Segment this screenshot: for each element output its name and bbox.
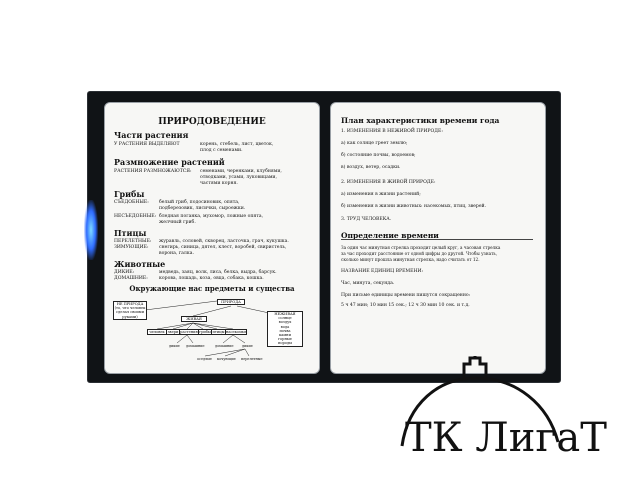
animals-domestic-label: домашние: [215, 344, 234, 348]
row-key: СЪЕДОБНЫЕ:: [114, 200, 149, 205]
section-heading: Части растения: [114, 130, 189, 140]
group-box: [198, 329, 212, 335]
nature-box: [217, 299, 245, 305]
nonliving-item: почва: [279, 328, 291, 333]
time-text: сколько минут прошла минутная стрелка, надо считать от 12.: [341, 257, 480, 262]
right-page-title: План характеристики времени года: [341, 116, 500, 125]
man-made-note: сделал своими: [116, 310, 144, 315]
row-key: ДИКИЕ:: [114, 270, 135, 275]
cover-glow-decoration: [84, 200, 98, 260]
living-box: [181, 316, 207, 322]
row-value: корова, лошадь, коза, овца, собака, кошка.: [159, 276, 264, 281]
row-value: желчный гриб.: [159, 220, 196, 225]
row-key: ЗИМУЮЩИЕ:: [114, 245, 149, 250]
left-page: [104, 102, 320, 374]
group-label: растения: [180, 330, 198, 334]
row-key: ПЕРЕЛЕТНЫЕ:: [114, 239, 152, 244]
time-text: За один час минутная стрелка проходит целый круг, а часовая стрелка: [341, 245, 501, 250]
animals-sub-label: перелетные: [241, 357, 263, 361]
group-box: [179, 329, 199, 335]
nature-label: ПРИРОДА: [221, 300, 241, 304]
group-box: [147, 329, 167, 335]
nonliving-item: горные: [278, 337, 292, 342]
abbr-title: При письме единицы времени пишутся сокращенно:: [341, 293, 471, 298]
units-title: НАЗВАНИЕ ЕДИНИЦ ВРЕМЕНИ:: [341, 269, 424, 274]
group-label: человек: [149, 330, 165, 334]
nonliving-item: камни: [279, 333, 291, 338]
row-value: журавль, соловей, скворец, ласточка, грач, кукушка.: [159, 239, 289, 244]
plan-item: а) изменения в жизни растений;: [341, 192, 421, 197]
plan-item: б) состояние почвы, водоемов;: [341, 153, 416, 158]
animals-wild-label: дикие: [242, 344, 253, 348]
plan-item: 3. ТРУД ЧЕЛОВЕКА.: [341, 217, 392, 222]
time-title: Определение времени: [341, 231, 439, 240]
plan-item: в) воздух, ветер, осадки.: [341, 165, 401, 170]
plan-item: а) как солнце греет землю;: [341, 141, 408, 146]
time-text: за час проходит расстояние от одной цифры до другой. Чтобы узнать,: [341, 251, 498, 256]
row-value: подберезовик, лисички, сыроежки.: [159, 206, 246, 211]
row-key: ДОМАШНИЕ:: [114, 276, 148, 281]
nonliving-item: породы: [277, 341, 293, 346]
row-value: медведь, заяц, волк, лиса, белка, выдра, барсук.: [159, 270, 277, 275]
row-value: отводками, усами, луковицами,: [200, 175, 277, 180]
nonliving-item: вода: [280, 324, 290, 329]
man-made-note: руками): [122, 314, 138, 319]
animals-sub-label: оседлые: [197, 357, 212, 361]
group-box: [166, 329, 180, 335]
group-label: звери: [167, 330, 179, 334]
group-box: [225, 329, 247, 335]
diagram-title: Окружающие нас предметы и существа: [129, 284, 295, 293]
row-value: бледная поганка, мухомор, ложные опята,: [159, 214, 264, 219]
group-label: грибы: [199, 330, 211, 334]
row-key: РАСТЕНИЯ РАЗМНОЖАЮТСЯ:: [114, 169, 192, 174]
group-label: насекомые: [226, 330, 247, 334]
nonliving-item: солнце: [278, 316, 292, 321]
nonliving-item: воздух: [278, 320, 292, 325]
left-page-title: ПРИРОДОВЕДЕНИЕ: [158, 117, 266, 127]
plan-item: 2. ИЗМЕНЕНИЯ В ЖИВОЙ ПРИРОДЕ:: [341, 180, 436, 185]
animals-sub-label: кочующие: [217, 357, 236, 361]
man-made-note: (то, что человек: [114, 306, 146, 311]
row-value: снегирь, синица, дятел, клест, воробей, свиристель,: [159, 245, 287, 250]
nonliving-label: НЕЖИВАЯ: [274, 312, 296, 316]
brand-name: ТК ЛигаТ: [405, 415, 607, 461]
row-value: белый гриб, подосиновик, опята,: [159, 200, 240, 205]
living-label: ЖИВАЯ: [186, 317, 202, 321]
plan-item: б) изменения в жизни животных: насекомых, птиц, зверей.: [341, 204, 487, 209]
row-value: плод с семенами.: [200, 148, 243, 153]
plants-domestic-label: домашние: [186, 344, 205, 348]
row-value: корень, стебель, лист, цветок,: [200, 142, 274, 147]
row-value: семенами, черенками, клубнями,: [200, 169, 282, 174]
abbr-text: 5 ч 47 мин; 10 мин 15 сек.; 12 ч 30 мин 10 сек. и т.д.: [341, 303, 470, 308]
divider: [341, 239, 533, 240]
plan-item: 1. ИЗМЕНЕНИЯ В НЕЖИВОЙ ПРИРОДЕ:: [341, 129, 443, 134]
section-heading: Животные: [114, 259, 166, 269]
group-label: птицы: [212, 330, 225, 334]
section-heading: Птицы: [114, 228, 147, 238]
section-heading: Грибы: [114, 189, 145, 199]
group-box: [211, 329, 226, 335]
section-heading: Размножение растений: [114, 157, 225, 167]
row-value: частями корня.: [200, 181, 238, 186]
plants-wild-label: дикие: [169, 344, 180, 348]
units-text: Час, минута, секунда.: [341, 281, 395, 286]
nonliving-box: [267, 311, 303, 347]
right-page: [330, 102, 546, 374]
row-key: У РАСТЕНИЯ ВЫДЕЛЯЮТ: [114, 142, 180, 147]
row-key: НЕСЪЕДОБНЫЕ:: [114, 214, 157, 219]
man-made-label: НЕ ПРИРОДА: [116, 302, 144, 306]
man-made-box: [113, 301, 147, 320]
row-value: ворона, галка.: [159, 251, 194, 256]
